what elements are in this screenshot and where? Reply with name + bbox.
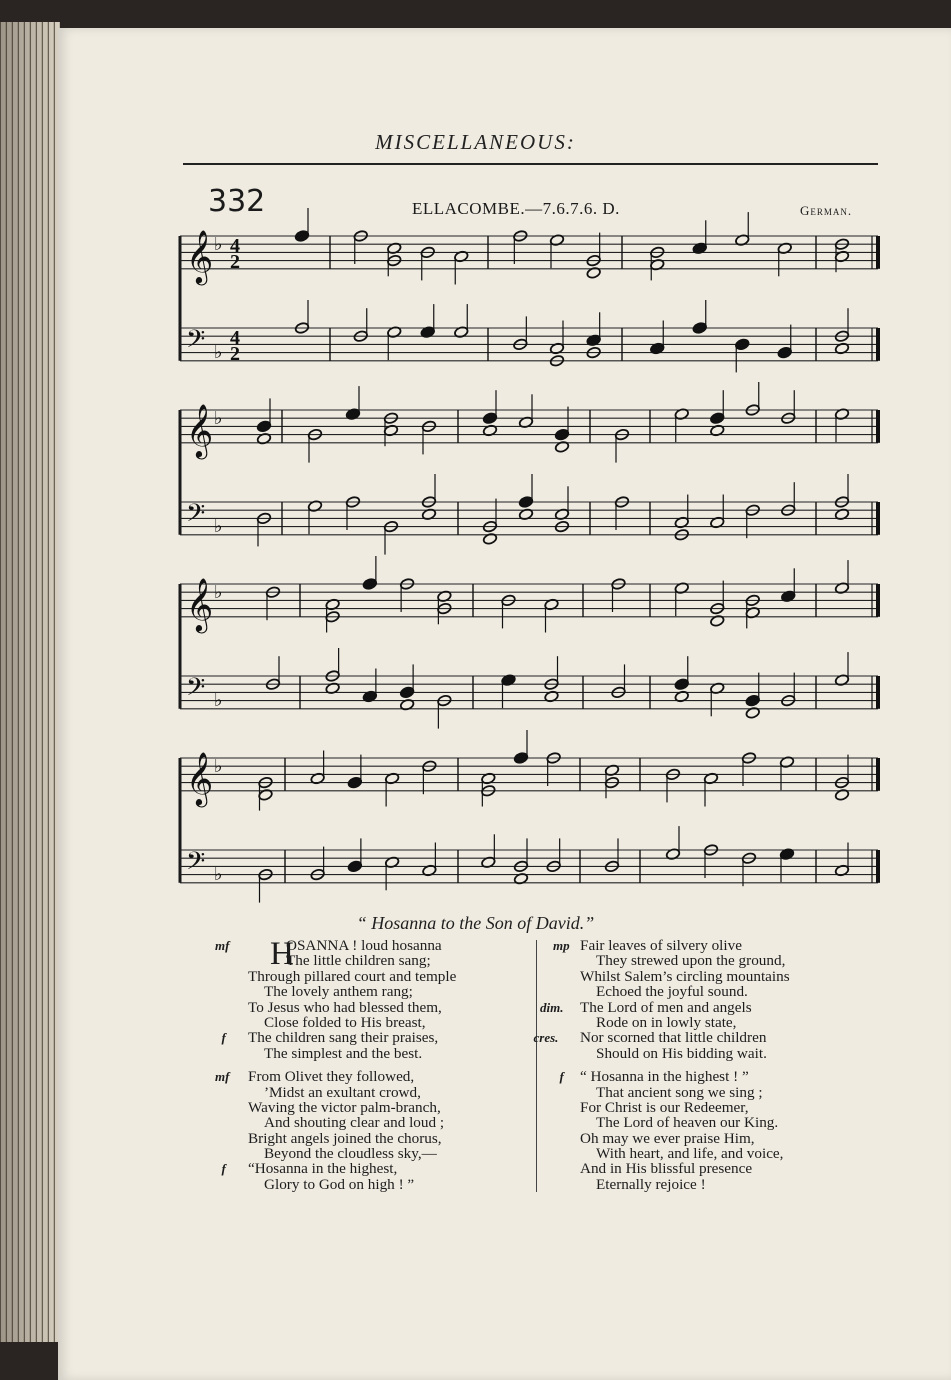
bass-clef-icon: 𝄢 xyxy=(186,847,206,882)
verse-line xyxy=(556,1015,876,1030)
dynamic-mark: mf xyxy=(215,1069,230,1085)
dynamic-mark: f xyxy=(221,1030,226,1046)
tune-title: ELLACOMBE.—7.6.7.6. D. xyxy=(412,199,620,218)
verse-line xyxy=(218,1000,528,1015)
verse-text: The children sang their praises, xyxy=(248,1029,439,1047)
flat-icon: ♭ xyxy=(214,516,223,537)
verse-text: “ Hosanna in the highest ! ” xyxy=(580,1068,749,1086)
dynamic-mark: mf xyxy=(215,938,230,953)
hymn-number: 332 xyxy=(208,184,266,219)
verse-text: “Hosanna in the highest, xyxy=(248,1160,398,1178)
stanza xyxy=(533,937,876,1062)
verse-text: Glory to God on high ! ” xyxy=(264,1175,415,1193)
verse-text: Beyond the cloudless sky,— xyxy=(264,1145,437,1163)
stanza xyxy=(215,936,528,1062)
verse-line xyxy=(218,1131,528,1146)
verse-text: Close folded to His breast, xyxy=(264,1013,426,1031)
flat-icon: ♭ xyxy=(214,690,223,711)
verse-text: To Jesus who had blessed them, xyxy=(248,998,442,1016)
verse-text: Oh may we ever praise Him, xyxy=(580,1129,755,1147)
dynamic-mark: f xyxy=(559,1069,564,1085)
verse-text: The little children sang; xyxy=(286,952,431,970)
flat-icon: ♭ xyxy=(214,408,223,429)
verse-text: They strewed upon the ground, xyxy=(596,952,786,970)
flat-icon: ♭ xyxy=(214,234,223,255)
treble-clef-icon: 𝄞 xyxy=(186,403,214,457)
verse-text: The Lord of heaven our King. xyxy=(596,1114,779,1132)
verse-text: And shouting clear and loud ; xyxy=(264,1114,445,1132)
verse-column-right xyxy=(533,937,876,1200)
verse-text: Fair leaves of silvery olive xyxy=(580,937,742,954)
verse-text: Eternally rejoice ! xyxy=(596,1175,706,1193)
hymn-caption: “ Hosanna to the Son of David.” xyxy=(356,913,595,933)
drop-cap: H xyxy=(270,936,294,972)
verse-line xyxy=(533,1029,876,1047)
verse-text: The simplest and the best. xyxy=(264,1044,423,1062)
verse-line xyxy=(556,1100,876,1115)
verse-text: Waving the victor palm-branch, xyxy=(248,1098,441,1116)
tune-origin: German. xyxy=(800,203,853,218)
dynamic-mark: dim. xyxy=(540,999,564,1015)
verse-line xyxy=(218,1161,528,1176)
treble-clef-icon: 𝄞 xyxy=(186,577,214,631)
verse-line xyxy=(556,969,876,984)
flat-icon: ♭ xyxy=(214,756,223,777)
verse-text: Bright angels joined the chorus, xyxy=(248,1129,442,1147)
verse-text: Whilst Salem’s circling mountains xyxy=(580,967,790,985)
verse-text: For Christ is our Redeemer, xyxy=(580,1098,749,1116)
verse-text: OSANNA ! loud hosanna xyxy=(286,937,442,954)
verse-line xyxy=(556,1085,876,1100)
column-divider xyxy=(536,940,537,1192)
verse-line xyxy=(215,1068,528,1086)
time-signature-bottom: 2 xyxy=(230,251,240,273)
verse-line xyxy=(215,937,528,954)
verse-line xyxy=(553,937,876,954)
verse-line xyxy=(556,1115,876,1130)
verse-line xyxy=(556,984,876,999)
verse-text: From Olivet they followed, xyxy=(248,1068,415,1086)
flat-icon: ♭ xyxy=(214,864,223,885)
verse-text: The lovely anthem rang; xyxy=(264,983,413,1001)
verse-line xyxy=(218,1030,528,1045)
verse-line xyxy=(218,1085,528,1100)
verse-text: And in His blissful presence xyxy=(580,1160,753,1178)
verse-line xyxy=(556,1046,876,1061)
verse-text: ’Midst an exultant crowd, xyxy=(264,1083,421,1101)
dynamic-mark: cres. xyxy=(533,1030,559,1046)
verse-text: Should on His bidding wait. xyxy=(596,1044,767,1062)
verse-line xyxy=(556,1146,876,1161)
verse-text: Rode on in lowly state, xyxy=(596,1013,737,1031)
verse-line xyxy=(556,1131,876,1146)
verse-line xyxy=(218,1100,528,1115)
verse-text: That ancient song we sing ; xyxy=(596,1083,763,1101)
header-rule xyxy=(183,163,878,165)
dynamic-mark: mp xyxy=(553,938,570,953)
verse-line xyxy=(218,969,528,984)
verse-line xyxy=(556,1069,876,1084)
flat-icon: ♭ xyxy=(214,342,223,363)
treble-clef-icon: 𝄞 xyxy=(186,229,214,283)
verse-line xyxy=(556,1161,876,1176)
verse-line xyxy=(540,998,876,1016)
time-signature-bottom: 2 xyxy=(230,343,240,365)
bass-clef-icon: 𝄢 xyxy=(186,325,206,360)
verse-line xyxy=(218,1177,528,1192)
flat-icon: ♭ xyxy=(214,582,223,603)
verse-line xyxy=(556,1177,876,1192)
verse-text: With heart, and life, and voice, xyxy=(596,1145,784,1163)
verse-line xyxy=(218,1046,528,1061)
verse-line xyxy=(556,953,876,968)
stanza xyxy=(215,1068,528,1193)
verse-text: Echoed the joyful sound. xyxy=(596,983,748,1001)
dynamic-mark: f xyxy=(221,1161,226,1177)
verse-line xyxy=(218,984,528,999)
bass-clef-icon: 𝄢 xyxy=(186,673,206,708)
stanza xyxy=(556,1069,876,1192)
book-page-edges xyxy=(0,22,60,1342)
verse-line xyxy=(218,953,528,968)
verse-line xyxy=(218,1146,528,1161)
verse-column-left xyxy=(215,936,528,1200)
treble-clef-icon: 𝄞 xyxy=(186,751,214,805)
verse-text: Through pillared court and temple xyxy=(248,967,457,985)
verse-text: Nor scorned that little children xyxy=(580,1029,767,1047)
verse-line xyxy=(218,1115,528,1130)
running-head: MISCELLANEOUS: xyxy=(375,130,576,154)
verse-line xyxy=(218,1015,528,1030)
time-signature-top: 4 xyxy=(230,235,240,257)
verse-text: The Lord of men and angels xyxy=(580,998,752,1016)
bass-clef-icon: 𝄢 xyxy=(186,499,206,534)
time-signature-top: 4 xyxy=(230,327,240,349)
